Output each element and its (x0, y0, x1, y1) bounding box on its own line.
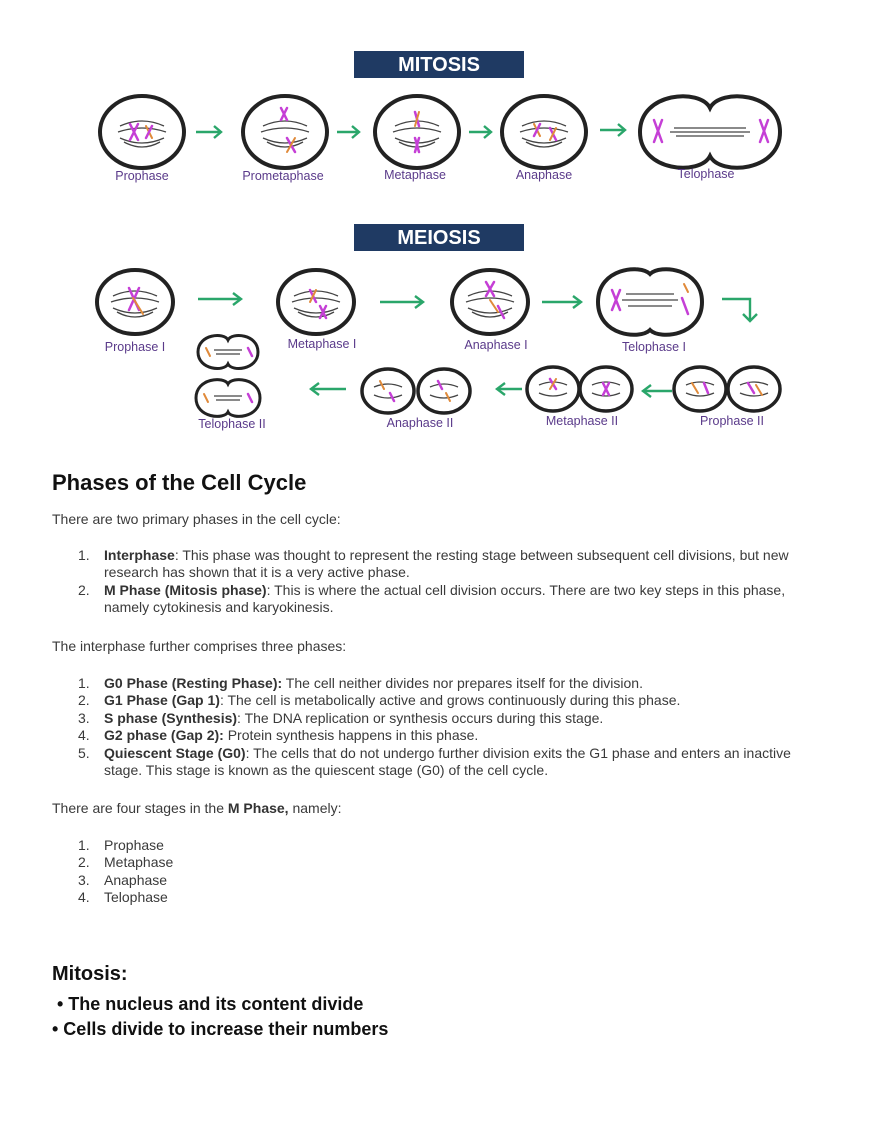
interphase-phases-list (52, 675, 822, 779)
stage-name: Telophase (104, 889, 168, 906)
list-number: 4. (78, 889, 90, 906)
description: : This is where the actual cell division occurs. There are two key steps in this phase, namely cytokinesis and karyokinesis. (104, 581, 786, 616)
meiosis-arrow-3 (542, 296, 581, 308)
mitosis-bullet: • The nucleus and its content divide (57, 994, 364, 1014)
list-number: 2. (78, 854, 90, 871)
list-number: 5. (78, 744, 90, 761)
meiosis-arrow-turn (722, 299, 757, 321)
list-number: 1. (78, 675, 90, 691)
meiosis-cell-prophase-1 (97, 270, 173, 334)
description: : This phase was thought to represent the resting stage between subsequent cell divisions, but new research has shown that it is a very active phase. (104, 547, 789, 581)
intro-m-phase-pre: There are four stages in the (52, 800, 228, 816)
description: : The cell is metabolically active and grows continuously during this phase. (219, 692, 681, 709)
term: Quiescent Stage (G0) (104, 744, 246, 761)
meiosis-cell-prophase-2 (674, 367, 780, 411)
mitosis-cell-metaphase (375, 96, 459, 168)
meiosis-label-prophase-2: Prophase II (700, 414, 764, 428)
meiosis-label-anaphase-2: Anaphase II (386, 416, 454, 430)
term: G2 phase (Gap 2): (104, 727, 224, 744)
mitosis-bullets (52, 992, 388, 1042)
list-number: 3. (78, 871, 90, 888)
term: M Phase (Mitosis phase) (104, 581, 267, 598)
mitosis-cell-anaphase (502, 96, 586, 168)
list-item (52, 889, 822, 906)
mitosis-label-telophase: Telophase (677, 167, 735, 181)
description: Protein synthesis happens in this phase. (223, 727, 479, 744)
meiosis-cell-anaphase-1 (452, 270, 528, 334)
meiosis-cell-telophase-1 (598, 269, 702, 335)
list-number: 4. (78, 727, 90, 744)
term: G1 Phase (Gap 1) (104, 692, 220, 709)
list-item (52, 872, 822, 889)
primary-phases-list (52, 547, 822, 617)
meiosis-arrow-6 (311, 383, 346, 395)
meiosis-cell-metaphase-1 (278, 270, 354, 334)
meiosis-label-anaphase-1: Anaphase I (464, 338, 528, 352)
list-item (52, 837, 822, 854)
intro-m-phase (52, 800, 342, 816)
list-number: 2. (78, 581, 90, 598)
intro-m-phase-post: namely: (288, 800, 342, 816)
list-item (52, 854, 822, 871)
meiosis-label-metaphase-1: Metaphase I (287, 337, 357, 351)
mitosis-cell-telophase (640, 96, 780, 167)
list-number: 1. (78, 547, 90, 563)
mitosis-cell-prophase (100, 96, 184, 168)
intro-m-phase-bold: M Phase, (227, 800, 289, 816)
mitosis-arrow-2 (337, 126, 359, 138)
term: G0 Phase (Resting Phase): (104, 675, 283, 691)
mitosis-cell-prometaphase (243, 96, 327, 168)
meiosis-arrow-1 (198, 293, 241, 305)
list-item (52, 582, 822, 617)
meiosis-arrow-2 (380, 296, 423, 308)
meiosis-cell-metaphase-2 (527, 367, 632, 411)
list-item (52, 727, 822, 744)
mitosis-arrow-4 (600, 124, 625, 136)
stage-name: Prophase (104, 837, 164, 853)
meiosis-title: MEIOSIS (397, 227, 481, 249)
list-item (52, 692, 822, 709)
cell-division-diagram (80, 40, 800, 440)
meiosis-label-metaphase-2: Metaphase II (545, 414, 619, 428)
mitosis-label-metaphase: Metaphase (384, 168, 446, 182)
description: The cell neither divides nor prepares itself for the division. (282, 675, 643, 691)
mitosis-heading: Mitosis: (52, 963, 128, 985)
stage-name: Anaphase (104, 871, 168, 888)
mitosis-label-prophase: Prophase (115, 169, 169, 183)
list-item (52, 710, 822, 727)
mitosis-label-anaphase: Anaphase (515, 168, 573, 182)
meiosis-cell-anaphase-2 (362, 369, 470, 413)
stage-name: Metaphase (104, 854, 174, 871)
meiosis-label-telophase-2: Telophase II (198, 417, 266, 431)
list-item (52, 547, 822, 582)
meiosis-label-prophase-1: Prophase I (104, 340, 166, 354)
list-item (52, 675, 822, 692)
description: : The cells that do not undergo further division exits the G1 phase and enters an inactive stage. This stage is known as the quiescent stage (G0) of the cell cycle. (104, 744, 791, 779)
list-number: 2. (78, 692, 90, 709)
list-item (52, 745, 822, 780)
mitosis-arrow-3 (469, 126, 491, 138)
term: S phase (Synthesis) (104, 709, 238, 726)
list-number: 1. (78, 837, 90, 853)
mitosis-arrow-1 (196, 126, 221, 138)
meiosis-arrow-5 (497, 383, 522, 395)
m-phase-stages-list (52, 837, 822, 907)
mitosis-label-prometaphase: Prometaphase (242, 169, 324, 183)
term: Interphase (104, 547, 175, 563)
description: : The DNA replication or synthesis occurs during this stage. (237, 709, 604, 726)
intro-primary-phases: There are two primary phases in the cell cycle: (52, 511, 341, 527)
meiosis-arrow-4 (643, 385, 672, 397)
meiosis-label-telophase-1: Telophase I (622, 340, 686, 354)
mitosis-title: MITOSIS (398, 54, 480, 76)
page-title: Phases of the Cell Cycle (52, 470, 307, 495)
meiosis-cell-telophase-2 (196, 336, 260, 417)
list-number: 3. (78, 709, 90, 726)
intro-interphase: The interphase further comprises three phases: (52, 638, 347, 654)
mitosis-bullet: • Cells divide to increase their numbers (52, 1019, 389, 1039)
